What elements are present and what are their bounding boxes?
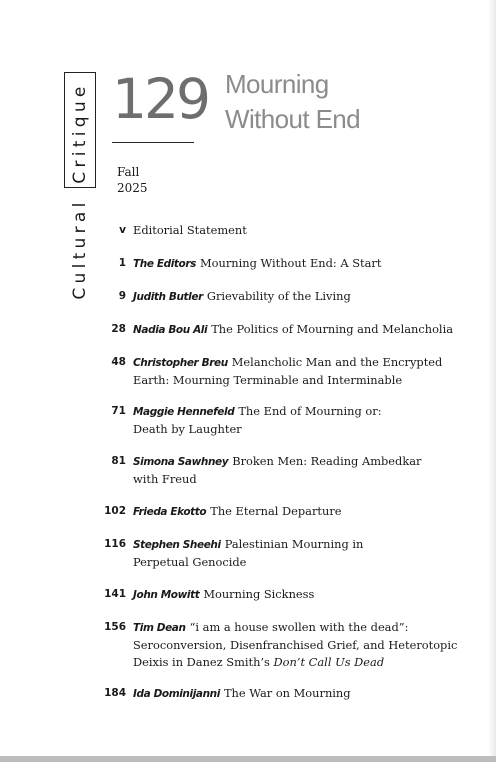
toc-page-number: v [119, 224, 126, 236]
toc-page-number: 141 [104, 588, 126, 600]
issue-title-line-2: Without End [225, 104, 361, 134]
toc-title: The Eternal Departure [210, 504, 342, 518]
toc-author: Judith Butler [133, 291, 203, 303]
issue-title [225, 67, 360, 137]
toc-author: Christopher Breu [133, 357, 228, 369]
toc-page-number: 28 [111, 323, 126, 335]
issue-number: 129 [112, 67, 208, 131]
toc-title: Grievability of the Living [206, 289, 351, 303]
issue-title-line-1: Mourning [225, 69, 329, 99]
toc-page-number: 156 [104, 621, 126, 633]
toc-page-number: 9 [118, 290, 126, 302]
toc-author: Stephen Sheehi [133, 539, 221, 551]
toc-author: Simona Sawhney [133, 456, 229, 468]
toc-author: Frieda Ekotto [133, 506, 207, 518]
page-edge [488, 0, 496, 762]
toc-title: The Politics of Mourning and Melancholia [211, 322, 453, 336]
toc-title: Melancholic Man and the Encrypted [231, 355, 443, 369]
toc-author: Ida Dominijanni [133, 688, 220, 700]
toc-page-number: 71 [111, 405, 126, 417]
toc-page-number: 184 [104, 687, 126, 699]
toc-page-number: 102 [104, 505, 126, 517]
issue-number-rule [112, 142, 194, 143]
journal-name-critique: Critique [70, 82, 90, 184]
toc-title: Editorial Statement [133, 223, 247, 237]
toc-title-continuation: Earth: Mourning Terminable and Interminable [133, 373, 403, 387]
toc-title: Broken Men: Reading Ambedkar [232, 454, 422, 468]
toc-title-continuation: Seroconversion, Disenfranchised Grief, and Heterotopic [133, 638, 458, 652]
toc-author: John Mowitt [133, 589, 200, 601]
toc-title: Palestinian Mourning in [224, 537, 364, 551]
toc-title-continuation: with Freud [133, 472, 197, 486]
issue-year: 2025 [117, 181, 148, 195]
toc-title: The End of Mourning or: [238, 404, 382, 418]
toc-page-number: 81 [111, 455, 126, 467]
toc-author: Nadia Bou Ali [133, 324, 208, 336]
toc-title: Mourning Sickness [203, 587, 315, 601]
toc-author: Tim Dean [133, 622, 186, 634]
toc-title-continuation: Perpetual Genocide [133, 555, 247, 569]
issue-season [117, 164, 148, 196]
issue-season-term: Fall [117, 165, 140, 179]
toc-author: Maggie Hennefeld [133, 406, 235, 418]
toc-page-number: 1 [118, 257, 126, 269]
journal-name-cultural: Cultural [70, 198, 90, 300]
toc-title-continuation: Death by Laughter [133, 422, 242, 436]
toc-author: The Editors [133, 258, 196, 270]
toc-page-number: 116 [104, 538, 126, 550]
toc-title: The War on Mourning [223, 686, 351, 700]
toc-page-number: 48 [111, 356, 126, 368]
toc-title-italic-work: Don’t Call Us Dead [273, 655, 385, 669]
toc-title: “i am a house swollen with the dead”: [189, 620, 409, 634]
toc-title-continuation: Deixis in Danez Smith’s [133, 655, 274, 669]
toc-title: Mourning Without End: A Start [199, 256, 382, 270]
page-bottom-edge [0, 756, 496, 762]
